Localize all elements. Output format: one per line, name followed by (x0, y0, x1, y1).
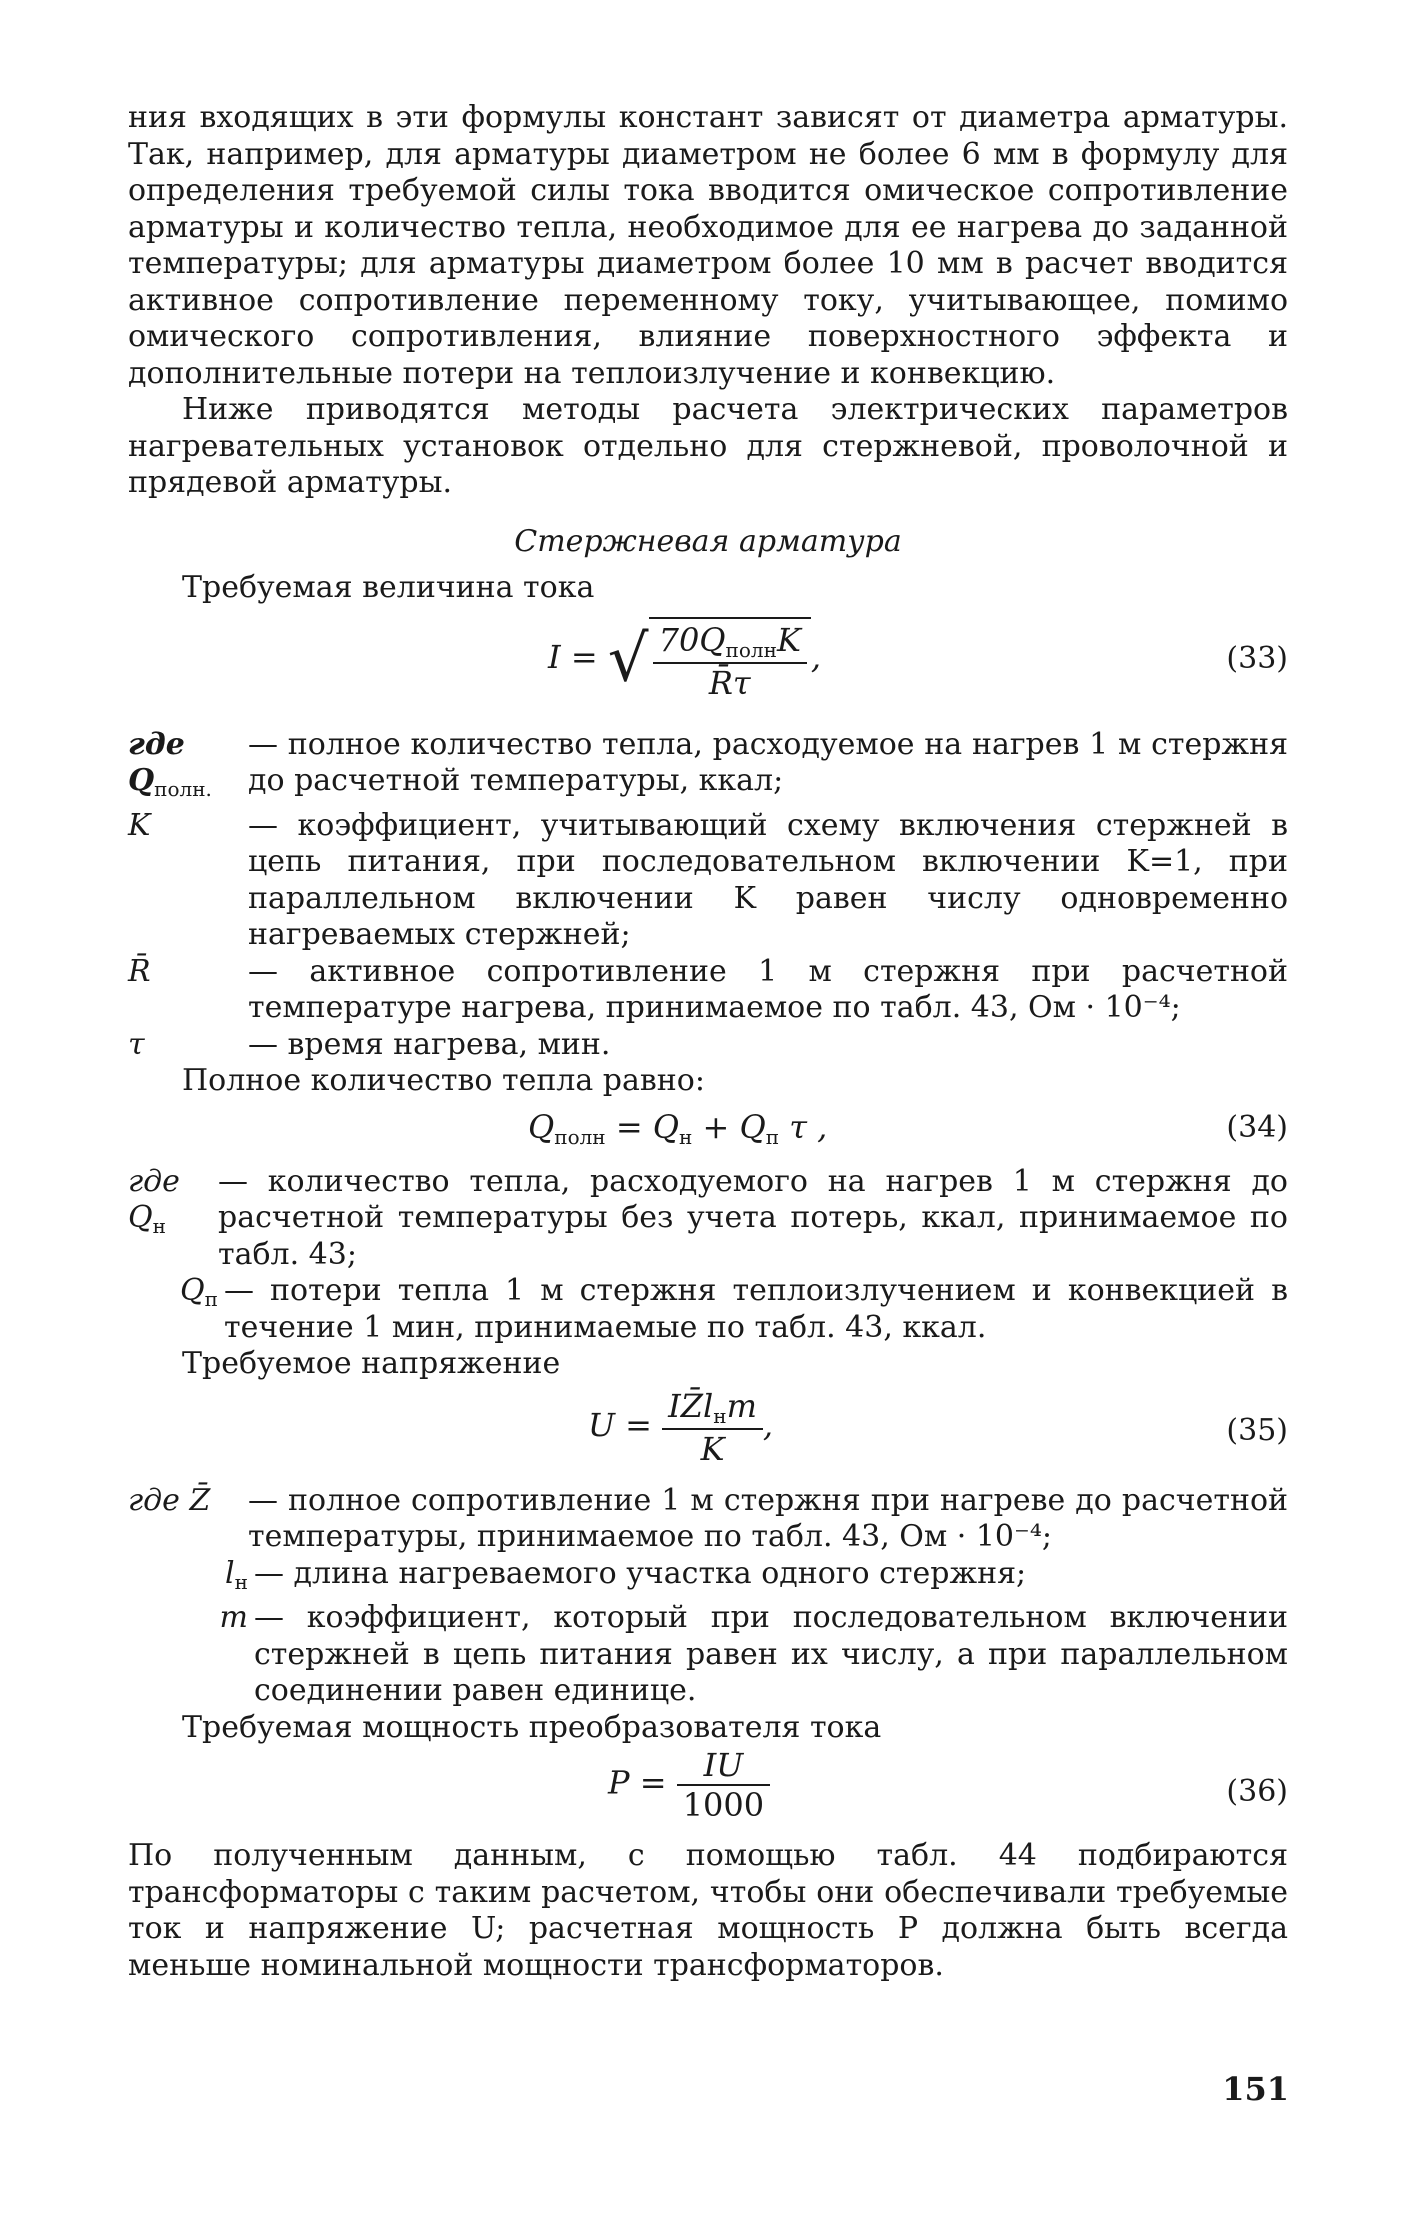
def-symbol (128, 1164, 218, 1274)
def-sym-sub: полн. (154, 777, 212, 801)
paragraph-4: Полное количество тепла равно: (182, 1063, 705, 1098)
formula-33-number: (33) (1226, 640, 1288, 676)
f34-sub2: н (679, 1124, 693, 1149)
formula-33-fraction (653, 621, 807, 702)
formula-36-lhs: P = (608, 1763, 667, 1802)
def-symbol: K (128, 807, 151, 843)
f34-c: + Q (692, 1107, 766, 1146)
defs-34 (128, 1164, 1288, 1347)
def-symbol (128, 1273, 224, 1346)
def-sym-text: где Q (128, 726, 185, 798)
formula-35-num-tail: m (726, 1386, 757, 1425)
formula-36-num: IU (677, 1746, 770, 1786)
formula-33-radical (649, 617, 811, 702)
def-item (128, 954, 1288, 1027)
formula-35 (128, 1383, 1288, 1483)
sqrt-icon: √ (607, 622, 649, 696)
formula-34 (128, 1100, 1288, 1164)
def-item (128, 1600, 1288, 1710)
f34-sub1: полн (554, 1124, 606, 1149)
formula-35-expression (588, 1387, 773, 1468)
defs-35 (128, 1483, 1288, 1710)
f34-sub3: п (765, 1124, 780, 1149)
def-symbol: m (219, 1600, 248, 1635)
formula-33-num-sub: полн (725, 637, 777, 662)
def-item (128, 1556, 1288, 1601)
def-symbol: R̄ (128, 953, 151, 989)
formula-35-num: IZ̄l (668, 1386, 714, 1425)
f34-b: = Q (605, 1107, 680, 1146)
page-number: 151 (1222, 2070, 1289, 2108)
formula-36-number: (36) (1226, 1774, 1288, 1809)
paragraph-2: Ниже приводятся методы расчета электрических параметров нагревательных установок отдельно для стержневой, проволочной и прядевой арматуры. (128, 392, 1288, 500)
def-text: — активное сопротивление 1 м стержня при расчетной температуре нагрева, принимаемое по табл. 43, Ом · 10⁻⁴; (248, 953, 1288, 1025)
formula-35-den: K (700, 1429, 725, 1468)
paragraph-6: Требуемая мощность преобразователя тока (182, 1709, 882, 1745)
paragraph-7: По полученным данным, с помощью табл. 44 подбираются трансформаторы с таким расчетом, чтобы они обеспечивали требуемые ток и напряжение U; расчетная мощность P должна быть всегда меньше номинальной мощности трансформаторов. (128, 1838, 1288, 1983)
formula-33-num-tail: K (776, 620, 801, 659)
formula-36-fraction (677, 1746, 770, 1824)
defs-33 (128, 727, 1288, 1064)
formula-35-fraction (662, 1387, 763, 1468)
def-item (128, 808, 1288, 954)
def-text: — полное количество тепла, расходуемое на нагрев 1 м стержня до расчетной температуры, ккал; (248, 726, 1288, 798)
def-symbol (128, 1556, 254, 1601)
def-text: — количество тепла, расходуемого на нагрев 1 м стержня до расчетной температуры без учета потерь, ккал, принимаемое по табл. 43; (218, 1163, 1288, 1272)
formula-35-tail: , (762, 1405, 774, 1444)
formula-33-expression (548, 617, 821, 702)
paragraph-3: Требуемая величина тока (182, 570, 595, 605)
def-item (128, 1164, 1288, 1274)
formula-36-expression (608, 1746, 770, 1824)
def-text: — длина нагреваемого участка одного стержня; (254, 1555, 1027, 1591)
def-text: — коэффициент, который при последовательном включении стержней в цепь питания равен их числу, а при параллельном соединении равен единице. (254, 1600, 1288, 1708)
def-symbol: τ (128, 1026, 145, 1062)
def-item (128, 1483, 1288, 1556)
formula-33-lhs: I = (548, 637, 598, 676)
formula-36-den: 1000 (682, 1786, 765, 1824)
def-item (128, 1273, 1288, 1346)
page-body (128, 100, 1288, 1984)
formula-33-num: 70Q (658, 620, 726, 659)
f34-a: Q (528, 1107, 555, 1146)
paragraph-5: Требуемое напряжение (182, 1346, 561, 1381)
formula-36 (128, 1746, 1288, 1838)
formula-33 (128, 607, 1288, 727)
def-sym-text: Q (180, 1273, 205, 1308)
def-sym-text: где Q (128, 1163, 180, 1235)
formula-34-number: (34) (1226, 1109, 1288, 1145)
section-heading: Стержневая арматура (514, 523, 902, 559)
def-text: — полное сопротивление 1 м стержня при нагреве до расчетной температуры, принимаемое по табл. 43, Ом · 10⁻⁴; (248, 1482, 1288, 1554)
def-text: — время нагрева, мин. (248, 1026, 611, 1062)
paragraph-1: ния входящих в эти формулы констант зависят от диаметра арматуры. Так, например, для арматуры диаметром не более 6 мм в формулу для определения требуемой силы тока вводится омическое сопротивление арматуры и количество тепла, необходимое для ее нагрева до заданной температуры; для арматуры диаметром более 10 мм в расчет вводится активное сопротивление переменному току, учитывающее, помимо омического сопротивления, влияние поверхностного эффекта и дополнительные потери на теплоизлучение и конвекцию. (128, 100, 1288, 391)
formula-34-expression (528, 1108, 827, 1149)
formula-35-lhs: U = (588, 1405, 652, 1444)
formula-33-tail: , (810, 637, 822, 676)
def-item (128, 727, 1288, 808)
def-symbol: где Z̄ (128, 1482, 211, 1518)
f34-tail: τ , (779, 1107, 828, 1146)
def-sym-sub: п (204, 1287, 218, 1311)
def-sym-text: l (225, 1555, 235, 1591)
def-symbol (128, 727, 248, 808)
def-sym-sub: н (152, 1214, 166, 1238)
formula-35-num-sub: н (713, 1403, 727, 1428)
def-item (128, 1027, 1288, 1064)
formula-35-number: (35) (1226, 1412, 1288, 1448)
def-text: — потери тепла 1 м стержня теплоизлучением и конвекцией в течение 1 мин, принимаемые по табл. 43, ккал. (224, 1273, 1288, 1345)
def-sym-sub: н (234, 1569, 248, 1594)
formula-33-den: R̄τ (708, 663, 751, 702)
def-text: — коэффициент, учитывающий схему включения стержней в цепь питания, при последовательном включении K=1, при параллельном включении K равен числу одновременно нагреваемых стержней; (248, 807, 1288, 952)
